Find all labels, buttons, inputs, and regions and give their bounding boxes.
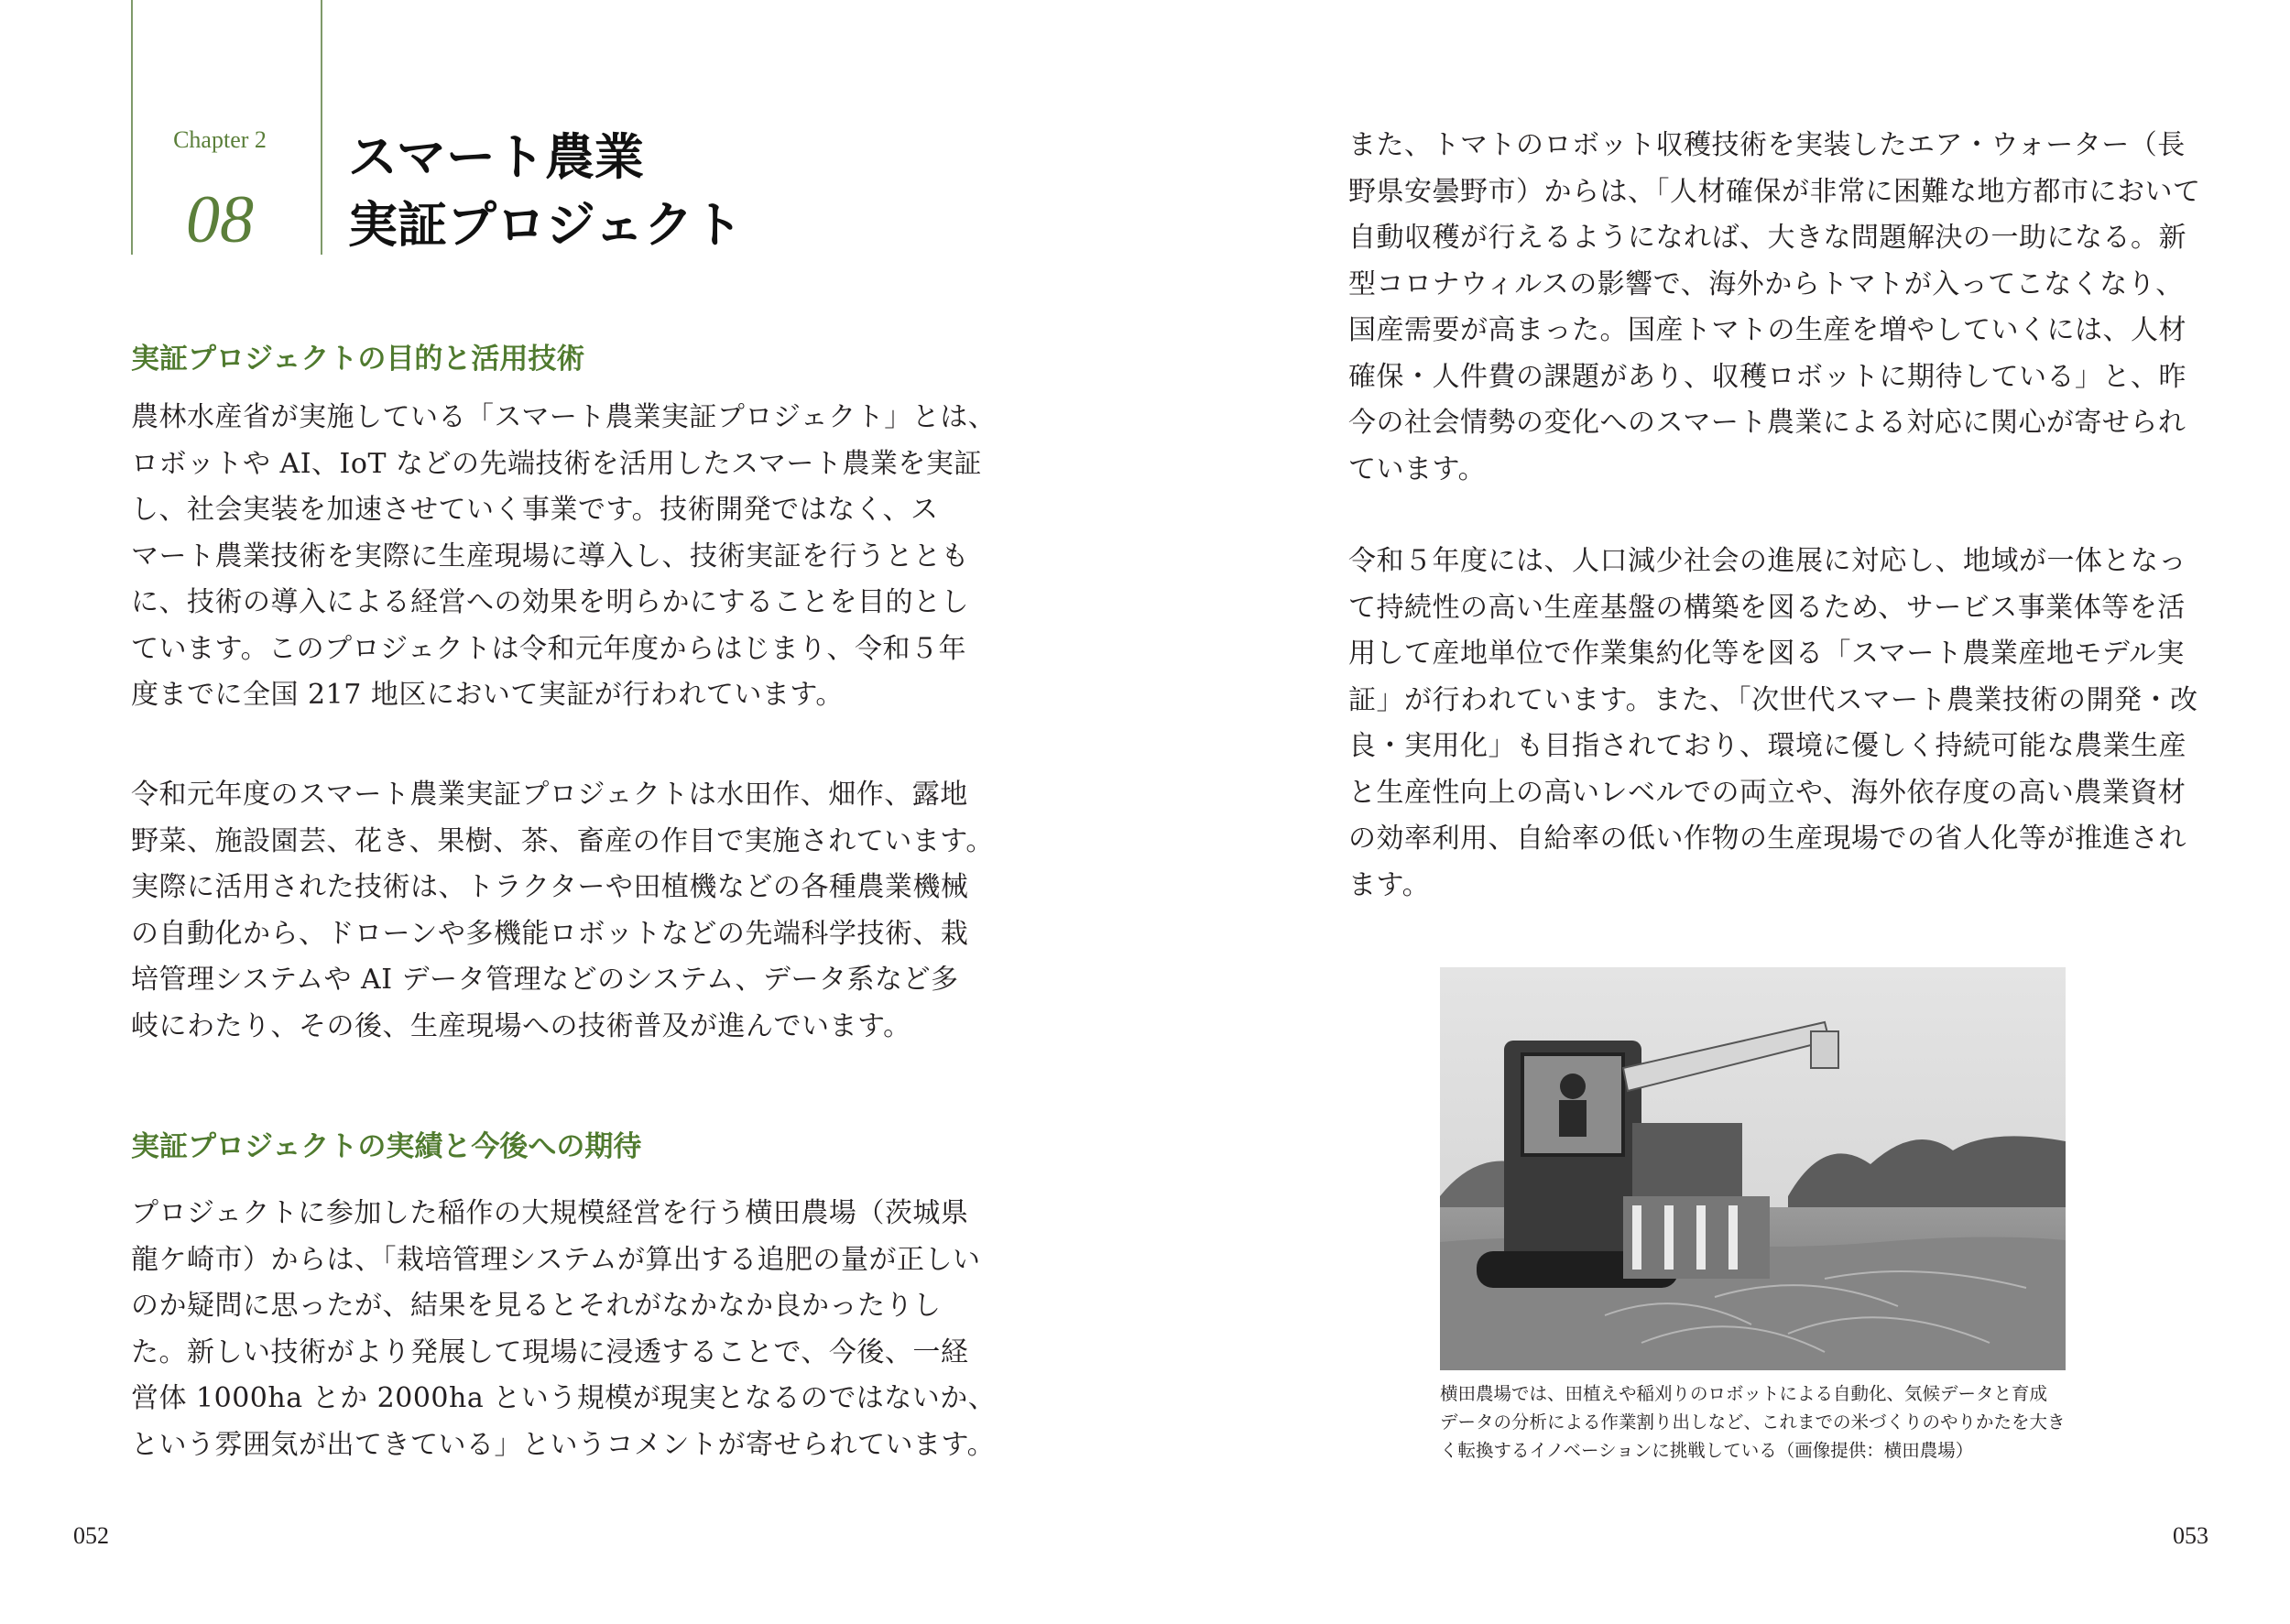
text-line: の自動化から、ドローンや多機能ロボットなどの先端科学技術、栽 — [131, 917, 969, 950]
text-line: 型コロナウィルスの影響で、海外からトマトが入ってこなくなり、 — [1348, 267, 2184, 300]
text-line: に、技術の導入による経営への効果を明らかにすることを目的とし — [131, 586, 969, 618]
text-line: 実際に活用された技術は、トラクターや田植機などの各種農業機械 — [131, 871, 969, 903]
chapter-title-line1: スマート農業 — [348, 128, 644, 186]
text-line: 度までに全国 217 地区において実証が行われています。 — [131, 679, 844, 711]
text-line: 今の社会情勢の変化へのスマート農業による対応に関心が寄せられ — [1348, 407, 2186, 439]
harvester-photo — [1440, 967, 2066, 1370]
chapter-title-line2: 実証プロジェクト — [348, 196, 743, 254]
text-line: 農林水産省が実施している「スマート農業実証プロジェクト」とは、 — [131, 401, 997, 433]
text-line: 野県安曇野市）からは、「人材確保が非常に困難な地方都市において — [1348, 175, 2201, 208]
page-number-left: 052 — [73, 1522, 109, 1549]
text-line: 用して産地単位で作業集約化等を図る「スマート農業産地モデル実 — [1348, 638, 2185, 670]
text-line: という雰囲気が出てきている」というコメントが寄せられています。 — [131, 1428, 996, 1461]
text-line: ています。このプロジェクトは令和元年度からはじまり、令和５年 — [131, 632, 966, 665]
text-line: 営体 1000ha とか 2000ha という規模が現実となるのではないか、 — [131, 1382, 997, 1414]
section-heading-results: 実証プロジェクトの実績と今後への期待 — [131, 1130, 642, 1163]
text-line: プロジェクトに参加した稲作の大規模経営を行う横田農場（茨城県 — [131, 1197, 969, 1229]
left-paragraph-1 — [131, 395, 996, 719]
right-paragraph-2 — [1348, 539, 2198, 909]
left-paragraph-3 — [131, 1191, 996, 1468]
chapter-divider-rule — [321, 0, 322, 255]
text-line: と生産性向上の高いレベルでの両立や、海外依存度の高い農業資材 — [1348, 776, 2186, 809]
left-paragraph-2 — [131, 772, 994, 1050]
text-line: ロボットや AI、IoT などの先端技術を活用したスマート農業を実証 — [131, 447, 982, 480]
chapter-label: Chapter 2 — [173, 126, 267, 153]
text-line: ます。 — [1348, 868, 1431, 901]
caption-line: く転換するイノベーションに挑戦している（画像提供：横田農場） — [1440, 1440, 1974, 1461]
text-line: ています。 — [1348, 452, 1487, 485]
text-line: 確保・人件費の課題があり、収穫ロボットに期待している」と、昨 — [1348, 360, 2186, 393]
caption-line: 横田農場では、田植えや稲刈りのロボットによる自動化、気候データと育成 — [1440, 1383, 2048, 1404]
text-line: 良・実用化」も目指されており、環境に優しく持続可能な農業生産 — [1348, 730, 2186, 762]
photo-caption — [1440, 1379, 2072, 1465]
text-line: マート農業技術を実際に生産現場に導入し、技術実証を行うととも — [131, 540, 969, 572]
right-paragraph-1 — [1348, 123, 2201, 493]
text-line: 岐にわたり、その後、生産現場への技術普及が進んでいます。 — [131, 1009, 911, 1042]
text-line: 令和５年度には、人口減少社会の進展に対応し、地域が一体となっ — [1348, 545, 2186, 577]
text-line: 国産需要が高まった。国産トマトの生産を増やしていくには、人材 — [1348, 314, 2186, 346]
text-line: 自動収穫が行えるようになれば、大きな問題解決の一助になる。新 — [1348, 222, 2186, 254]
text-line: また、トマトのロボット収穫技術を実装したエア・ウォーター（長 — [1348, 129, 2186, 161]
section-heading-purpose: 実証プロジェクトの目的と活用技術 — [131, 343, 585, 376]
text-line: し、社会実装を加速させていく事業です。技術開発ではなく、ス — [131, 494, 939, 526]
page-number-right: 053 — [2173, 1522, 2208, 1549]
text-line: 令和元年度のスマート農業実証プロジェクトは水田作、畑作、露地 — [131, 779, 968, 811]
text-line: 証」が行われています。また、「次世代スマート農業技術の開発・改 — [1348, 683, 2198, 716]
text-line: 培管理システムや AI データ管理などのシステム、データ系など多 — [131, 964, 959, 996]
text-line: た。新しい技術がより発展して現場に浸透することで、今後、一経 — [131, 1335, 969, 1368]
caption-line: データの分析による作業割り出しなど、これまでの米づくりのやりかたを大き — [1440, 1411, 2066, 1433]
chapter-number: 08 — [186, 182, 254, 257]
harvester-illustration — [1440, 967, 2066, 1370]
text-line: て持続性の高い生産基盤の構築を図るため、サービス事業体等を活 — [1348, 591, 2186, 624]
text-line: のか疑問に思ったが、結果を見るとそれがなかなか良かったりし — [131, 1290, 942, 1322]
text-line: 龍ケ崎市）からは、「栽培管理システムが算出する追肥の量が正しい — [131, 1243, 981, 1276]
text-line: の効率利用、自給率の低い作物の生産現場での省人化等が推進され — [1348, 823, 2186, 855]
text-line: 野菜、施設園芸、花き、果樹、茶、畜産の作目で実施されています。 — [131, 824, 994, 857]
